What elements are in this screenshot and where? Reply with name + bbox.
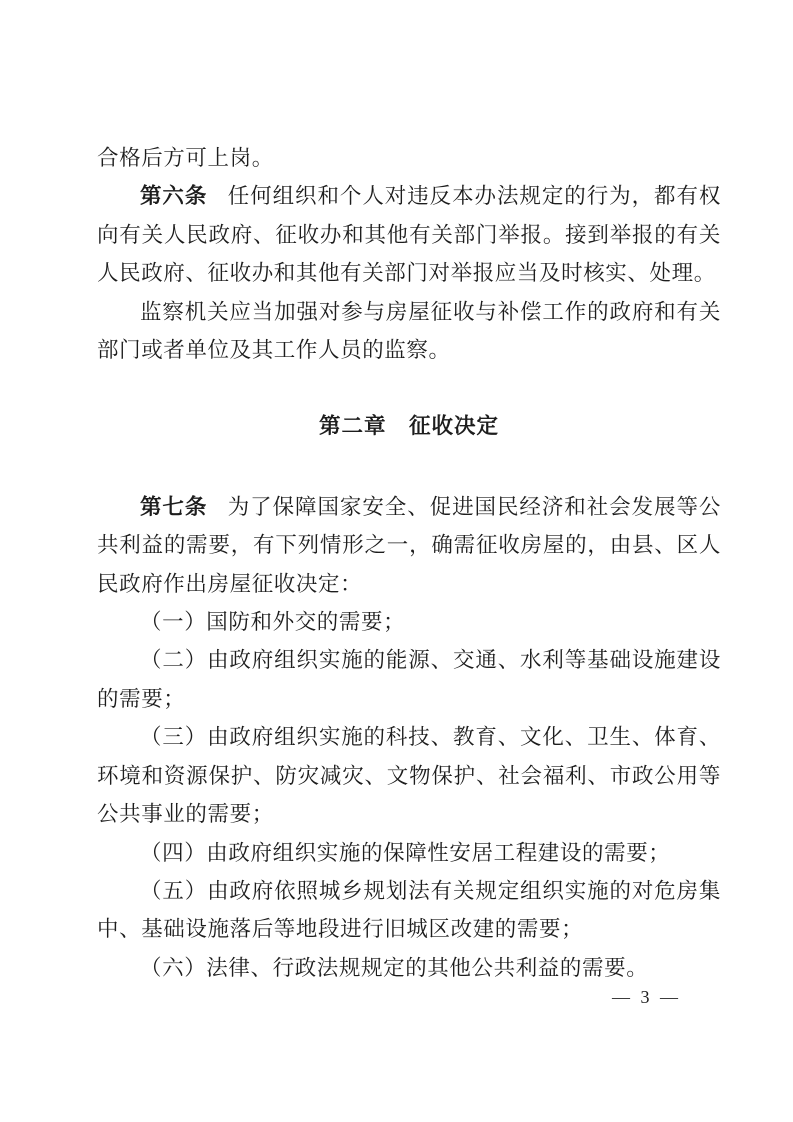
paragraph-text: 为了保障国家安全、促进国民经济和社会发展等公共利益的需要，有下列情形之一，确需征收房屋的，由县、区人民政府作出房屋征收决定：: [97, 494, 721, 596]
paragraph: [97, 641, 721, 718]
paragraph-text: （四）由政府组织实施的保障性安居工程建设的需要；: [140, 840, 671, 865]
document-body: [97, 139, 721, 987]
chapter-heading: 第二章 征收决定: [318, 414, 499, 439]
paragraph: [97, 834, 721, 872]
paragraph: [97, 872, 721, 949]
paragraph-text: （三）由政府组织实施的科技、教育、文化、卫生、体育、环境和资源保护、防灾减灾、文物保护、社会福利、市政公用等公共事业的需要；: [97, 725, 721, 827]
paragraph: [97, 603, 721, 641]
paragraph: [97, 949, 721, 987]
article-number: 第七条: [140, 494, 208, 519]
paragraph: [97, 177, 721, 292]
paragraph-text: （一）国防和外交的需要；: [140, 610, 406, 635]
paragraph: [97, 293, 721, 370]
paragraph-text: 任何组织和个人对违反本办法规定的行为，都有权向有关人民政府、征收办和其他有关部门举报。接到举报的有关人民政府、征收办和其他有关部门对举报应当及时核实、处理。: [97, 184, 721, 286]
paragraph-text: （六）法律、行政法规规定的其他公共利益的需要。: [140, 955, 649, 980]
paragraph-text: （二）由政府组织实施的能源、交通、水利等基础设施建设的需要；: [97, 648, 721, 711]
paragraph: [97, 488, 721, 603]
paragraph-text: 合格后方可上岗。: [97, 146, 274, 170]
paragraph: [97, 718, 721, 833]
paragraph-text: 监察机关应当加强对参与房屋征收与补偿工作的政府和有关部门或者单位及其工作人员的监察。: [97, 299, 721, 363]
page-number: — 3 —: [612, 987, 681, 1007]
paragraph: [97, 139, 721, 177]
article-number: 第六条: [140, 184, 208, 209]
paragraph-text: （五）由政府依照城乡规划法有关规定组织实施的对危房集中、基础设施落后等地段进行旧城区改建的需要；: [97, 878, 721, 942]
